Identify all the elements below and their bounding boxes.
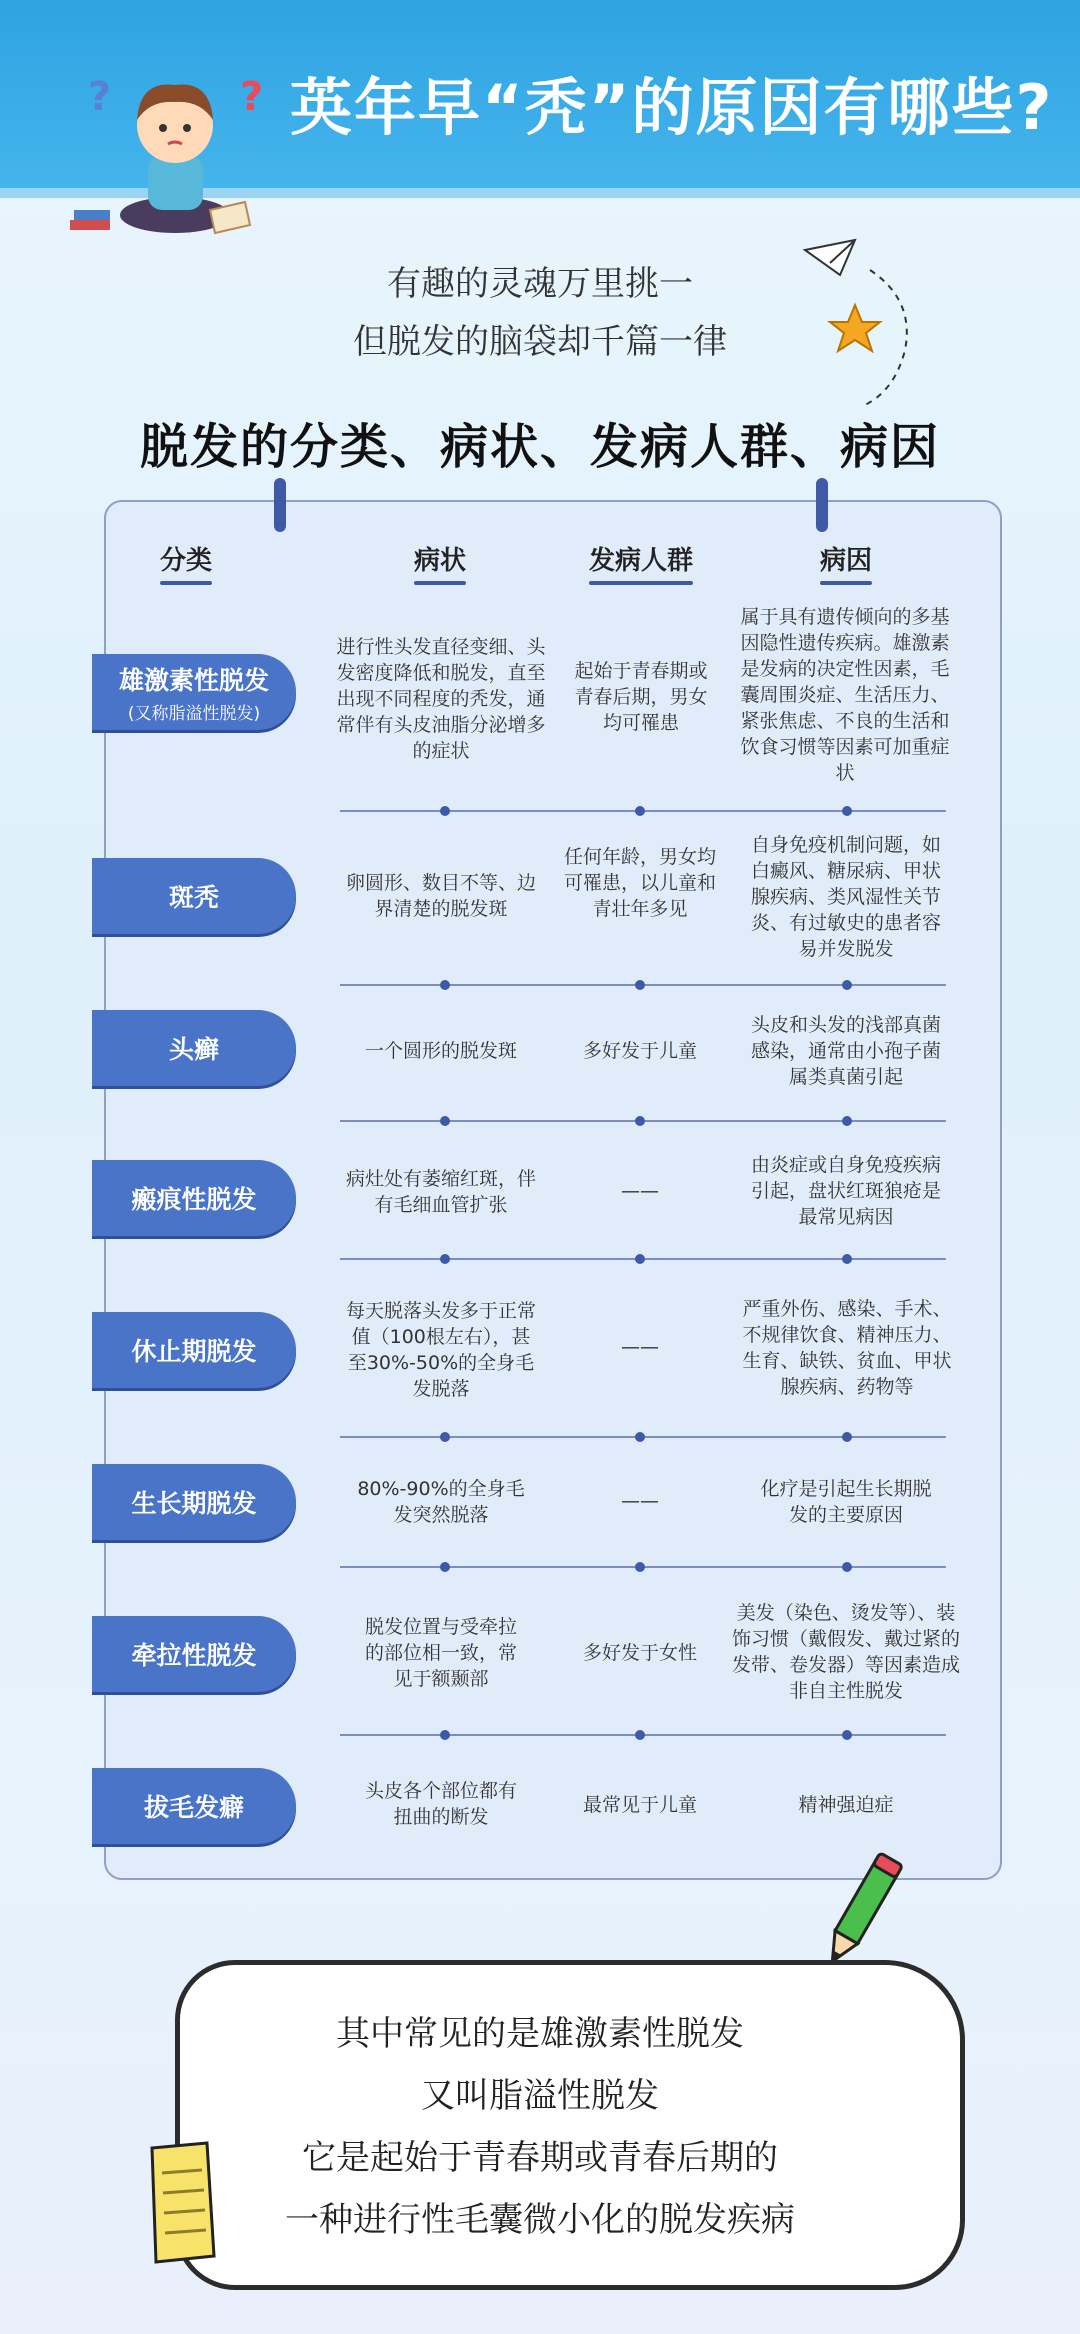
category-label: 牵拉性脱发 bbox=[92, 1616, 296, 1692]
summary-line-3: 它是起始于青春期或青春后期的 bbox=[302, 2138, 778, 2178]
thinking-boy-illustration bbox=[60, 40, 280, 250]
separator-dot bbox=[440, 980, 450, 990]
separator-dot bbox=[440, 1254, 450, 1264]
column-header-cause: 病因 bbox=[820, 540, 872, 585]
separator-dot bbox=[842, 1254, 852, 1264]
separator-dot bbox=[842, 1116, 852, 1126]
population-cell: 多好发于女性 bbox=[582, 1642, 697, 1664]
cause-cell: 头皮和头发的浅部真菌感染，通常由小孢子菌属类真菌引起 bbox=[750, 1014, 941, 1088]
category-label: 瘢痕性脱发 bbox=[92, 1160, 296, 1236]
cause-cell: 严重外伤、感染、手术、不规律饮食、精神压力、生育、缺铁、贫血、甲状腺疾病、药物等 bbox=[742, 1298, 952, 1398]
separator-dot bbox=[635, 1562, 645, 1572]
population-cell: —— bbox=[621, 1180, 659, 1202]
population-cell: 起始于青春期或青春后期，男女均可罹患 bbox=[574, 660, 708, 734]
separator-dot bbox=[635, 1432, 645, 1442]
population-cell: 多好发于儿童 bbox=[582, 1040, 697, 1062]
symptom-cell: 卵圆形、数目不等、边界清楚的脱发斑 bbox=[346, 872, 537, 920]
column-header-population: 发病人群 bbox=[589, 540, 693, 585]
summary-line-4: 一种进行性毛囊微小化的脱发疾病 bbox=[285, 2200, 795, 2240]
population-cell: 任何年龄，男女均可罹患，以儿童和青壮年多见 bbox=[563, 846, 716, 920]
column-header-symptom: 病状 bbox=[414, 540, 466, 585]
cause-cell: 属于具有遗传倾向的多基因隐性遗传疾病。雄激素是发病的决定性因素，毛囊周围炎症、生活压力、紧张焦虑、不良的生活和饮食习惯等因素可加重症状 bbox=[740, 606, 950, 784]
symptom-cell: 一个圆形的脱发斑 bbox=[364, 1040, 517, 1062]
symptom-cell: 80%-90%的全身毛发突然脱落 bbox=[357, 1478, 525, 1526]
separator-dot bbox=[440, 1562, 450, 1572]
separator-dot bbox=[842, 806, 852, 816]
separator-dot bbox=[635, 1116, 645, 1126]
separator-dot bbox=[440, 1116, 450, 1126]
category-label: 斑秃 bbox=[92, 858, 296, 934]
symptom-cell: 病灶处有萎缩红斑，伴有毛细血管扩张 bbox=[346, 1168, 537, 1216]
section-title: 脱发的分类、病状、发病人群、病因 bbox=[139, 419, 940, 475]
population-cell: —— bbox=[621, 1490, 659, 1512]
symptom-cell: 脱发位置与受牵拉的部位相一致，常见于额颞部 bbox=[364, 1616, 517, 1690]
symptom-cell: 进行性头发直径变细、头发密度降低和脱发，直至出现不同程度的秃发，通常伴有头皮油脂分泌增多的症状 bbox=[336, 636, 546, 762]
population-cell: 最常见于儿童 bbox=[582, 1794, 697, 1816]
svg-text:?: ? bbox=[240, 74, 264, 120]
category-label: 休止期脱发 bbox=[92, 1312, 296, 1388]
separator-dot bbox=[842, 1432, 852, 1442]
intro-line-1: 有趣的灵魂万里挑一 bbox=[387, 264, 693, 304]
separator-dot bbox=[440, 806, 450, 816]
cause-cell: 由炎症或自身免疫疾病引起，盘状红斑狼疮是最常见病因 bbox=[750, 1154, 941, 1228]
separator-dot bbox=[440, 1730, 450, 1740]
symptom-cell: 头皮各个部位都有扭曲的断发 bbox=[364, 1780, 517, 1828]
separator-dot bbox=[635, 980, 645, 990]
summary-line-1: 其中常见的是雄激素性脱发 bbox=[336, 2014, 744, 2054]
paper-plane-icon bbox=[795, 230, 945, 410]
category-label: 雄激素性脱发 (又称脂溢性脱发) bbox=[92, 654, 296, 730]
summary-line-2: 又叫脂溢性脱发 bbox=[421, 2076, 659, 2116]
page-title: 英年早“秃”的原因有哪些? bbox=[290, 71, 1054, 144]
binder-pin bbox=[274, 478, 286, 532]
binder-pin bbox=[816, 478, 828, 532]
cause-cell: 美发（染色、烫发等）、装饰习惯（戴假发、戴过紧的发带、卷发器）等因素造成非自主性脱发 bbox=[731, 1602, 960, 1702]
cause-cell: 化疗是引起生长期脱发的主要原因 bbox=[760, 1478, 932, 1526]
separator-dot bbox=[842, 1562, 852, 1572]
separator-dot bbox=[842, 1730, 852, 1740]
cause-cell: 自身免疫机制问题，如白癜风、糖尿病、甲状腺疾病、类风湿性关节炎、有过敏史的患者容易并发脱发 bbox=[750, 834, 941, 960]
separator-dot bbox=[635, 806, 645, 816]
category-label: 拔毛发癖 bbox=[92, 1768, 296, 1844]
svg-text:?: ? bbox=[88, 74, 112, 120]
symptom-cell: 每天脱落头发多于正常值（100根左右），甚至30%-50%的全身毛发脱落 bbox=[346, 1300, 537, 1400]
category-label: 生长期脱发 bbox=[92, 1464, 296, 1540]
separator-dot bbox=[635, 1730, 645, 1740]
column-header-category: 分类 bbox=[160, 540, 212, 585]
separator-dot bbox=[635, 1254, 645, 1264]
sticky-note-icon bbox=[142, 2138, 222, 2268]
cause-cell: 精神强迫症 bbox=[798, 1794, 894, 1816]
population-cell: —— bbox=[621, 1336, 659, 1358]
intro-line-2: 但脱发的脑袋却千篇一律 bbox=[353, 322, 727, 362]
category-label: 头癣 bbox=[92, 1010, 296, 1086]
separator-dot bbox=[440, 1432, 450, 1442]
separator-dot bbox=[842, 980, 852, 990]
